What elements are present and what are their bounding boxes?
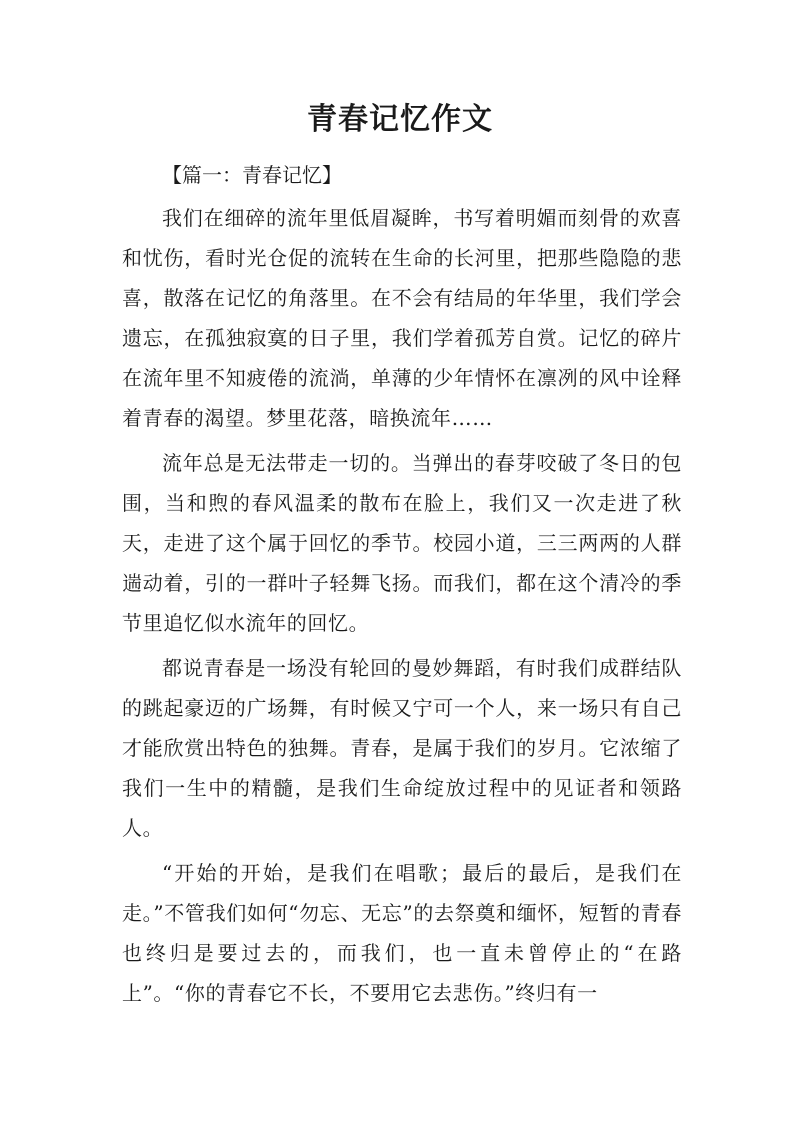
document-title: 青春记忆作文: [307, 102, 493, 137]
document-body: [122, 155, 682, 1013]
paragraph-4: “开始的开始，是我们在唱歌；最后的最后，是我们在走。”不管我们如何“勿忘、无忘”的去祭奠和缅怀，短暂的青春也终归是要过去的，而我们，也一直未曾停止的“在路上”。“你的青春它不长，不要用它去悲伤。”终归有一: [122, 861, 682, 1005]
paragraph-2: 流年总是无法带走一切的。当弹出的春芽咬破了冬日的包围，当和煦的春风温柔的散布在脸上，我们又一次走进了秋天，走进了这个属于回忆的季节。校园小道，三三两两的人群遄动着，引的一群叶子轻舞飞扬。而我们，都在这个清冷的季节里追忆似水流年的回忆。: [122, 451, 682, 635]
paragraph-3: 都说青春是一场没有轮回的曼妙舞蹈，有时我们成群结队的跳起豪迈的广场舞，有时候又宁可一个人，来一场只有自己才能欣赏出特色的独舞。青春，是属于我们的岁月。它浓缩了我们一生中的精髓，是我们生命绽放过程中的见证者和领路人。: [122, 656, 682, 840]
section-heading: 【篇一：青春记忆】: [162, 163, 342, 187]
paragraph-1: 我们在细碎的流年里低眉凝眸，书写着明媚而刻骨的欢喜和忧伤，看时光仓促的流转在生命的长河里，把那些隐隐的悲喜，散落在记忆的角落里。在不会有结局的年华里，我们学会遗忘，在孤独寂寞的日子里，我们学着孤芳自赏。记忆的碎片在流年里不知疲倦的流淌，单薄的少年情怀在凛冽的风中诠释着青春的渴望。梦里花落，暗换流年……: [122, 206, 682, 430]
